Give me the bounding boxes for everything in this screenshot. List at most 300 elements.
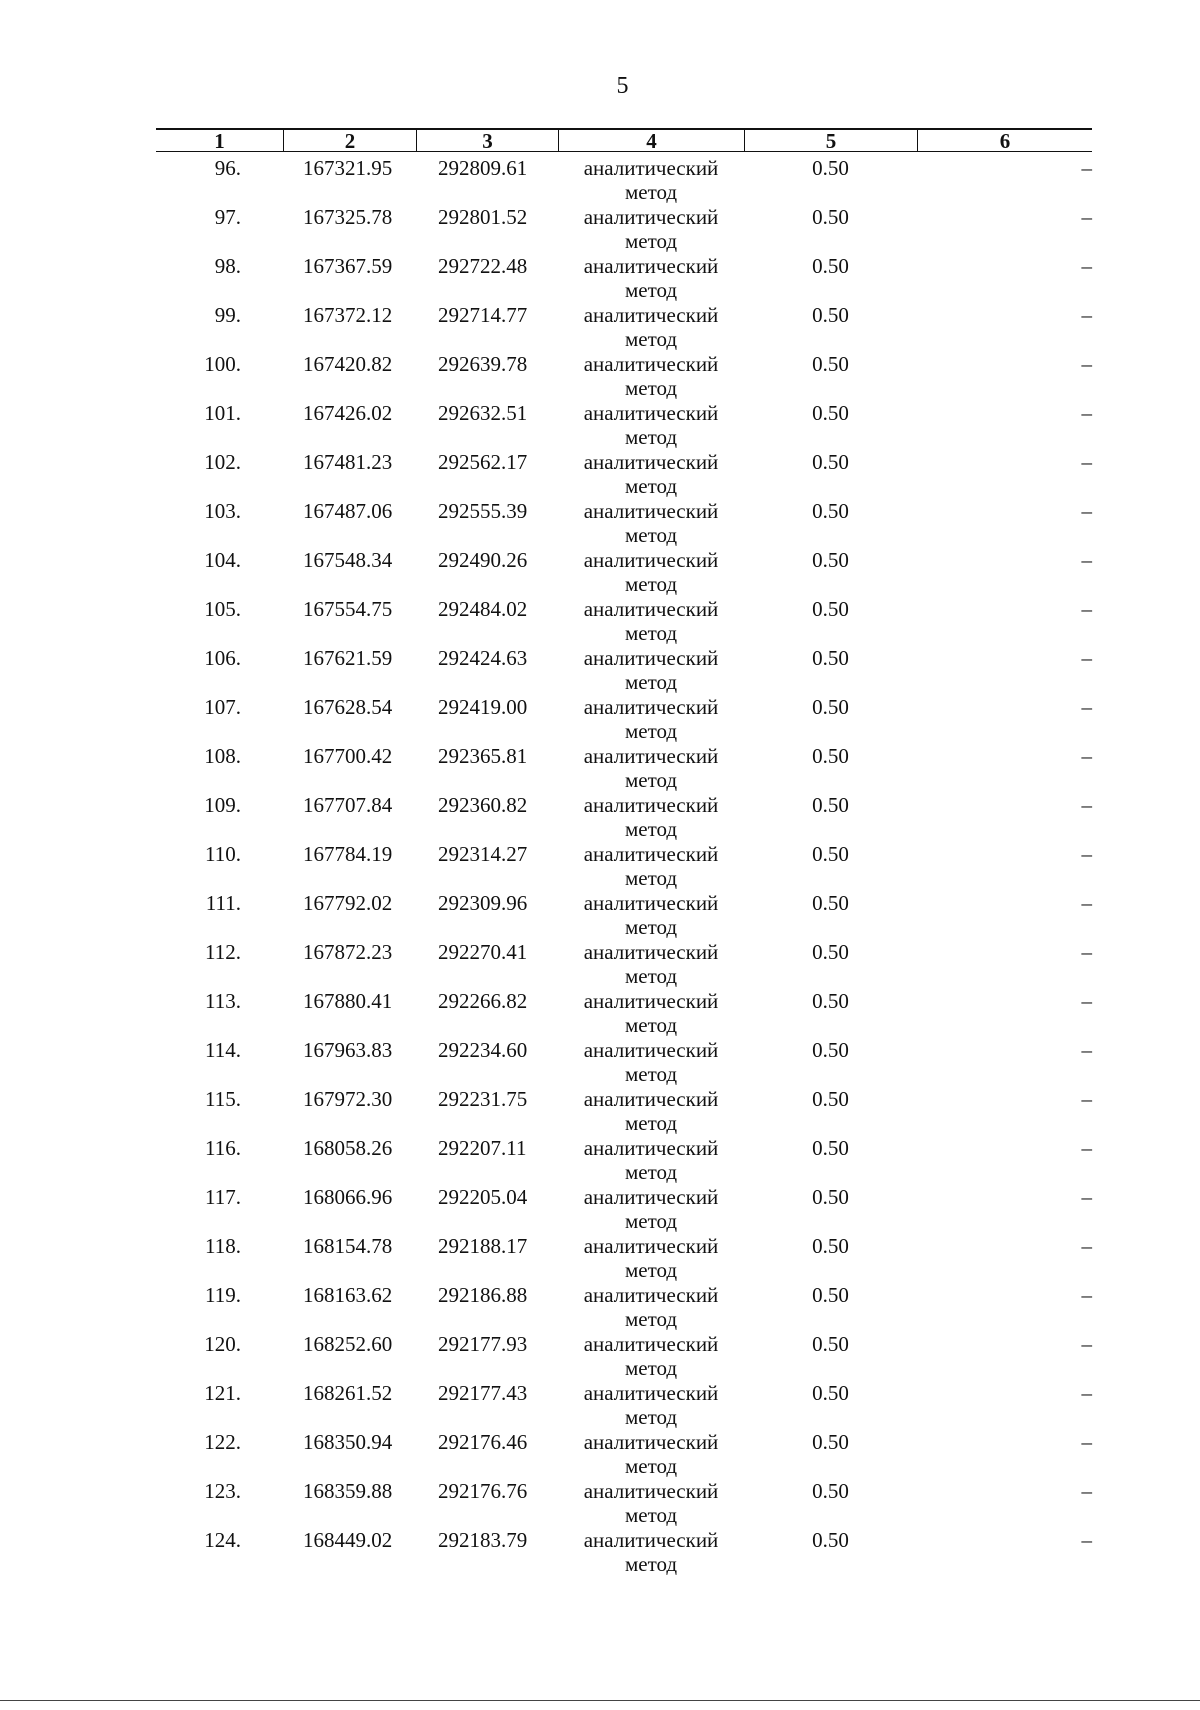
method-line-2: метод — [624, 278, 678, 302]
coordinate-x: 168163.62 — [303, 1283, 393, 1307]
coordinate-x: 168261.52 — [303, 1381, 393, 1405]
note-value: – — [1081, 646, 1092, 670]
note-dash — [917, 842, 1092, 866]
coordinate-x: 167872.23 — [303, 940, 393, 964]
method-line-2: метод — [624, 376, 678, 400]
table-row — [156, 940, 1092, 989]
method-line-2: метод — [624, 425, 678, 449]
method-line-1: аналитический — [583, 744, 719, 768]
note-dash — [917, 499, 1092, 523]
point-number: 98. — [214, 254, 241, 278]
note-dash — [917, 989, 1092, 1013]
method-line-2: метод — [624, 768, 678, 792]
method-line-1: аналитический — [583, 842, 719, 866]
note-value: – — [1081, 989, 1092, 1013]
method-cell — [558, 303, 744, 351]
accuracy-value: 0.50 — [812, 1136, 849, 1160]
note-dash — [917, 793, 1092, 817]
point-number: 102. — [204, 450, 241, 474]
note-dash — [917, 1283, 1092, 1307]
note-value: – — [1081, 1136, 1092, 1160]
coordinate-y: 292205.04 — [438, 1185, 528, 1209]
note-dash — [917, 548, 1092, 572]
method-line-1: аналитический — [583, 401, 719, 425]
method-cell — [558, 744, 744, 792]
table-row — [156, 989, 1092, 1038]
coordinate-y: 292639.78 — [438, 352, 528, 376]
coordinate-y: 292176.46 — [438, 1430, 528, 1454]
accuracy-value: 0.50 — [812, 1087, 849, 1111]
column-header-6: 6 — [917, 130, 1092, 151]
coordinate-x: 168449.02 — [303, 1528, 393, 1552]
method-line-2: метод — [624, 1552, 678, 1576]
accuracy-value: 0.50 — [812, 695, 849, 719]
method-line-1: аналитический — [583, 1332, 719, 1356]
point-number: 121. — [204, 1381, 241, 1405]
coordinate-x: 167792.02 — [303, 891, 393, 915]
coordinate-y: 292266.82 — [438, 989, 528, 1013]
coordinate-x: 167628.54 — [303, 695, 393, 719]
note-dash — [917, 450, 1092, 474]
note-dash — [917, 352, 1092, 376]
accuracy-value: 0.50 — [812, 1185, 849, 1209]
table-row — [156, 597, 1092, 646]
coordinate-x: 167880.41 — [303, 989, 393, 1013]
coordinate-y: 292234.60 — [438, 1038, 528, 1062]
accuracy-value: 0.50 — [812, 548, 849, 572]
coordinate-x: 167321.95 — [303, 156, 393, 180]
point-number: 113. — [205, 989, 241, 1013]
point-number: 108. — [204, 744, 241, 768]
method-cell — [558, 548, 744, 596]
note-value: – — [1081, 1381, 1092, 1405]
coordinate-y: 292419.00 — [438, 695, 528, 719]
method-line-2: метод — [624, 1454, 678, 1478]
accuracy-value: 0.50 — [812, 1381, 849, 1405]
method-cell — [558, 695, 744, 743]
coordinate-y: 292177.43 — [438, 1381, 528, 1405]
accuracy-value: 0.50 — [812, 303, 849, 327]
note-value: – — [1081, 891, 1092, 915]
note-dash — [917, 254, 1092, 278]
coordinate-x: 167707.84 — [303, 793, 393, 817]
table-row — [156, 1528, 1092, 1577]
note-dash — [917, 1479, 1092, 1503]
coordinate-y: 292176.76 — [438, 1479, 528, 1503]
note-dash — [917, 1136, 1092, 1160]
method-line-2: метод — [624, 670, 678, 694]
note-value: – — [1081, 793, 1092, 817]
accuracy-value: 0.50 — [812, 891, 849, 915]
note-value: – — [1081, 1234, 1092, 1258]
point-number: 104. — [204, 548, 241, 572]
coordinate-x: 167972.30 — [303, 1087, 393, 1111]
point-number: 124. — [204, 1528, 241, 1552]
method-line-2: метод — [624, 180, 678, 204]
point-number: 122. — [204, 1430, 241, 1454]
point-number: 97. — [214, 205, 241, 229]
method-line-2: метод — [624, 229, 678, 253]
method-line-1: аналитический — [583, 1136, 719, 1160]
coordinate-y: 292555.39 — [438, 499, 528, 523]
note-value: – — [1081, 205, 1092, 229]
method-cell — [558, 842, 744, 890]
note-value: – — [1081, 695, 1092, 719]
column-header-2: 2 — [283, 130, 416, 151]
coordinate-x: 168154.78 — [303, 1234, 393, 1258]
method-cell — [558, 499, 744, 547]
method-line-2: метод — [624, 866, 678, 890]
method-line-2: метод — [624, 1062, 678, 1086]
method-line-2: метод — [624, 1258, 678, 1282]
coordinate-x: 168359.88 — [303, 1479, 393, 1503]
note-value: – — [1081, 401, 1092, 425]
note-value: – — [1081, 597, 1092, 621]
coordinate-x: 168058.26 — [303, 1136, 393, 1160]
coordinate-y: 292186.88 — [438, 1283, 528, 1307]
point-number: 117. — [205, 1185, 241, 1209]
table-row — [156, 352, 1092, 401]
accuracy-value: 0.50 — [812, 499, 849, 523]
point-number: 109. — [204, 793, 241, 817]
note-dash — [917, 1430, 1092, 1454]
method-line-1: аналитический — [583, 156, 719, 180]
coordinate-x: 168252.60 — [303, 1332, 393, 1356]
table-row — [156, 891, 1092, 940]
coordinate-y: 292207.11 — [438, 1136, 527, 1160]
table-row — [156, 842, 1092, 891]
note-value: – — [1081, 1430, 1092, 1454]
table-row — [156, 1283, 1092, 1332]
point-number: 114. — [205, 1038, 241, 1062]
method-cell — [558, 940, 744, 988]
method-cell — [558, 1283, 744, 1331]
method-line-1: аналитический — [583, 793, 719, 817]
coordinate-y: 292424.63 — [438, 646, 528, 670]
note-value: – — [1081, 744, 1092, 768]
point-number: 100. — [204, 352, 241, 376]
note-dash — [917, 303, 1092, 327]
method-line-2: метод — [624, 572, 678, 596]
method-line-2: метод — [624, 1209, 678, 1233]
point-number: 107. — [204, 695, 241, 719]
note-dash — [917, 1234, 1092, 1258]
method-line-1: аналитический — [583, 205, 719, 229]
accuracy-value: 0.50 — [812, 401, 849, 425]
coordinate-y: 292562.17 — [438, 450, 528, 474]
coordinate-x: 167548.34 — [303, 548, 393, 572]
method-cell — [558, 1087, 744, 1135]
accuracy-value: 0.50 — [812, 597, 849, 621]
method-line-2: метод — [624, 474, 678, 498]
method-line-2: метод — [624, 1405, 678, 1429]
coordinate-y: 292714.77 — [438, 303, 528, 327]
method-line-2: метод — [624, 1013, 678, 1037]
method-cell — [558, 1038, 744, 1086]
method-line-1: аналитический — [583, 1185, 719, 1209]
method-cell — [558, 1381, 744, 1429]
method-cell — [558, 352, 744, 400]
point-number: 119. — [205, 1283, 241, 1307]
method-cell — [558, 646, 744, 694]
accuracy-value: 0.50 — [812, 744, 849, 768]
table-row — [156, 450, 1092, 499]
note-dash — [917, 401, 1092, 425]
method-cell — [558, 1185, 744, 1233]
coordinate-y: 292270.41 — [438, 940, 528, 964]
note-dash — [917, 940, 1092, 964]
method-line-2: метод — [624, 719, 678, 743]
method-line-1: аналитический — [583, 891, 719, 915]
table-row — [156, 793, 1092, 842]
column-header-5: 5 — [744, 130, 917, 151]
table-row — [156, 744, 1092, 793]
coordinate-x: 167426.02 — [303, 401, 393, 425]
note-value: – — [1081, 548, 1092, 572]
method-line-1: аналитический — [583, 940, 719, 964]
coordinate-y: 292188.17 — [438, 1234, 528, 1258]
method-line-2: метод — [624, 327, 678, 351]
note-value: – — [1081, 940, 1092, 964]
coordinate-x: 167420.82 — [303, 352, 393, 376]
method-line-1: аналитический — [583, 1528, 719, 1552]
point-number: 116. — [205, 1136, 241, 1160]
method-cell — [558, 891, 744, 939]
method-line-1: аналитический — [583, 254, 719, 278]
method-line-1: аналитический — [583, 1283, 719, 1307]
note-dash — [917, 1185, 1092, 1209]
method-line-1: аналитический — [583, 989, 719, 1013]
column-header-3: 3 — [416, 130, 558, 151]
method-line-1: аналитический — [583, 1234, 719, 1258]
table-header-row — [156, 128, 1092, 152]
accuracy-value: 0.50 — [812, 989, 849, 1013]
method-cell — [558, 1332, 744, 1380]
method-cell — [558, 597, 744, 645]
method-line-2: метод — [624, 1160, 678, 1184]
note-value: – — [1081, 1185, 1092, 1209]
table-row — [156, 695, 1092, 744]
coordinate-x: 168066.96 — [303, 1185, 393, 1209]
note-value: – — [1081, 303, 1092, 327]
column-header-1: 1 — [214, 129, 225, 153]
note-dash — [917, 1087, 1092, 1111]
coordinate-x: 167487.06 — [303, 499, 393, 523]
page-number: 5 — [616, 73, 629, 99]
table-row — [156, 1185, 1092, 1234]
method-cell — [558, 254, 744, 302]
coordinate-x: 167963.83 — [303, 1038, 393, 1062]
note-value: – — [1081, 1528, 1092, 1552]
coordinate-y: 292231.75 — [438, 1087, 528, 1111]
point-number: 118. — [205, 1234, 241, 1258]
method-line-1: аналитический — [583, 597, 719, 621]
note-value: – — [1081, 1332, 1092, 1356]
point-number: 101. — [204, 401, 241, 425]
method-cell — [558, 205, 744, 253]
note-dash — [917, 646, 1092, 670]
note-value: – — [1081, 1283, 1092, 1307]
accuracy-value: 0.50 — [812, 1479, 849, 1503]
table-row — [156, 1038, 1092, 1087]
note-value: – — [1081, 1038, 1092, 1062]
point-number: 103. — [204, 499, 241, 523]
note-dash — [917, 1332, 1092, 1356]
method-line-1: аналитический — [583, 352, 719, 376]
point-number: 123. — [204, 1479, 241, 1503]
table-row — [156, 303, 1092, 352]
method-line-1: аналитический — [583, 695, 719, 719]
note-value: – — [1081, 156, 1092, 180]
table-row — [156, 1136, 1092, 1185]
method-line-1: аналитический — [583, 548, 719, 572]
table-row — [156, 1479, 1092, 1528]
method-line-2: метод — [624, 964, 678, 988]
accuracy-value: 0.50 — [812, 352, 849, 376]
note-value: – — [1081, 842, 1092, 866]
point-number: 110. — [205, 842, 241, 866]
table-row — [156, 548, 1092, 597]
coordinate-x: 167367.59 — [303, 254, 393, 278]
table-row — [156, 401, 1092, 450]
accuracy-value: 0.50 — [812, 940, 849, 964]
coordinate-x: 167554.75 — [303, 597, 393, 621]
method-line-2: метод — [624, 1356, 678, 1380]
note-dash — [917, 744, 1092, 768]
table-row — [156, 1234, 1092, 1283]
table-row — [156, 646, 1092, 695]
coordinate-x: 167700.42 — [303, 744, 393, 768]
coordinate-y: 292309.96 — [438, 891, 528, 915]
method-cell — [558, 1136, 744, 1184]
coordinate-y: 292365.81 — [438, 744, 528, 768]
accuracy-value: 0.50 — [812, 205, 849, 229]
page-bottom-rule — [0, 1700, 1200, 1701]
table-row — [156, 1430, 1092, 1479]
method-line-2: метод — [624, 621, 678, 645]
accuracy-value: 0.50 — [812, 1283, 849, 1307]
method-line-2: метод — [624, 915, 678, 939]
coordinate-x: 167372.12 — [303, 303, 393, 327]
accuracy-value: 0.50 — [812, 254, 849, 278]
coordinate-y: 292801.52 — [438, 205, 528, 229]
note-value: – — [1081, 499, 1092, 523]
table-row — [156, 254, 1092, 303]
method-line-1: аналитический — [583, 1087, 719, 1111]
method-line-1: аналитический — [583, 450, 719, 474]
method-line-2: метод — [624, 1111, 678, 1135]
table-row — [156, 1381, 1092, 1430]
coordinate-x: 167784.19 — [303, 842, 393, 866]
note-value: – — [1081, 1479, 1092, 1503]
accuracy-value: 0.50 — [812, 1430, 849, 1454]
column-header-4: 4 — [558, 130, 744, 151]
coordinate-x: 167481.23 — [303, 450, 393, 474]
method-cell — [558, 1234, 744, 1282]
point-number: 120. — [204, 1332, 241, 1356]
point-number: 105. — [204, 597, 241, 621]
point-number: 115. — [205, 1087, 241, 1111]
accuracy-value: 0.50 — [812, 1332, 849, 1356]
method-line-1: аналитический — [583, 1381, 719, 1405]
table-row — [156, 499, 1092, 548]
accuracy-value: 0.50 — [812, 842, 849, 866]
coordinates-table-body — [156, 156, 1092, 1577]
table-row — [156, 156, 1092, 205]
method-cell — [558, 989, 744, 1037]
coordinate-x: 167325.78 — [303, 205, 393, 229]
coordinate-y: 292490.26 — [438, 548, 528, 572]
coordinate-y: 292484.02 — [438, 597, 528, 621]
method-line-1: аналитический — [583, 303, 719, 327]
accuracy-value: 0.50 — [812, 1038, 849, 1062]
coordinate-y: 292809.61 — [438, 156, 528, 180]
method-cell — [558, 156, 744, 204]
note-dash — [917, 597, 1092, 621]
accuracy-value: 0.50 — [812, 646, 849, 670]
note-dash — [917, 205, 1092, 229]
accuracy-value: 0.50 — [812, 450, 849, 474]
note-value: – — [1081, 450, 1092, 474]
note-value: – — [1081, 254, 1092, 278]
method-cell — [558, 1479, 744, 1527]
point-number: 96. — [214, 156, 241, 180]
coordinate-y: 292722.48 — [438, 254, 528, 278]
table-row — [156, 205, 1092, 254]
method-cell — [558, 1430, 744, 1478]
method-cell — [558, 1528, 744, 1576]
coordinate-y: 292314.27 — [438, 842, 528, 866]
method-cell — [558, 793, 744, 841]
accuracy-value: 0.50 — [812, 156, 849, 180]
coordinate-y: 292632.51 — [438, 401, 528, 425]
note-dash — [917, 891, 1092, 915]
note-dash — [917, 1528, 1092, 1552]
coordinate-y: 292360.82 — [438, 793, 528, 817]
point-number: 99. — [214, 303, 241, 327]
accuracy-value: 0.50 — [812, 793, 849, 817]
method-line-1: аналитический — [583, 1038, 719, 1062]
coordinate-x: 168350.94 — [303, 1430, 393, 1454]
method-line-2: метод — [624, 1503, 678, 1527]
coordinate-y: 292177.93 — [438, 1332, 528, 1356]
method-line-2: метод — [624, 523, 678, 547]
point-number: 112. — [205, 940, 241, 964]
point-number: 106. — [204, 646, 241, 670]
method-line-1: аналитический — [583, 499, 719, 523]
coordinate-y: 292183.79 — [438, 1528, 528, 1552]
note-dash — [917, 156, 1092, 180]
method-line-2: метод — [624, 817, 678, 841]
coordinate-x: 167621.59 — [303, 646, 393, 670]
point-number: 111. — [205, 891, 241, 915]
method-line-1: аналитический — [583, 1479, 719, 1503]
table-row — [156, 1332, 1092, 1381]
note-dash — [917, 1038, 1092, 1062]
note-dash — [917, 695, 1092, 719]
note-value: – — [1081, 352, 1092, 376]
method-line-1: аналитический — [583, 646, 719, 670]
accuracy-value: 0.50 — [812, 1528, 849, 1552]
table-row — [156, 1087, 1092, 1136]
note-dash — [917, 1381, 1092, 1405]
note-value: – — [1081, 1087, 1092, 1111]
method-line-1: аналитический — [583, 1430, 719, 1454]
accuracy-value: 0.50 — [812, 1234, 849, 1258]
method-cell — [558, 401, 744, 449]
method-line-2: метод — [624, 1307, 678, 1331]
method-cell — [558, 450, 744, 498]
